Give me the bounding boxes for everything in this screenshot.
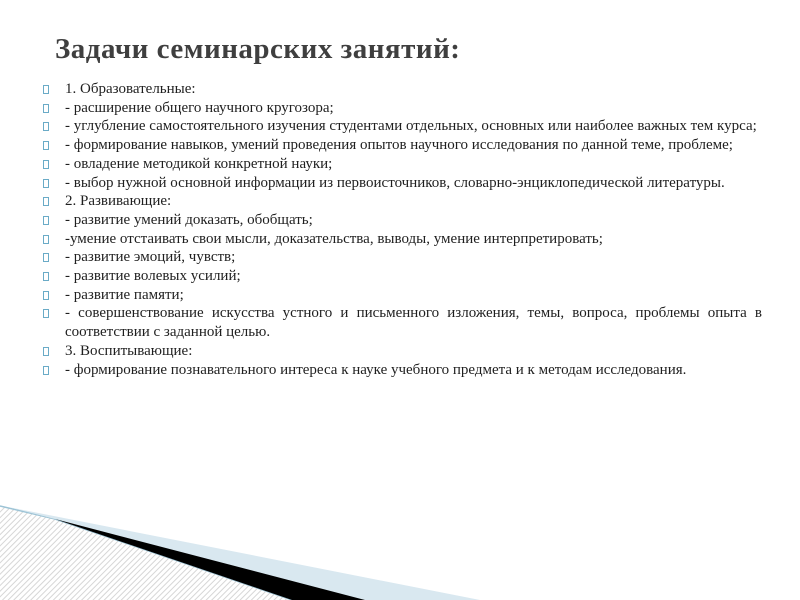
list-item <box>40 304 762 341</box>
bullet-square-icon <box>43 235 49 244</box>
list-item <box>40 192 762 211</box>
list-item <box>40 80 762 99</box>
bullet-square-icon <box>43 179 49 188</box>
slide-title: Задачи семинарских занятий: <box>55 33 461 65</box>
bottom-left-ribbon-decoration <box>0 500 500 600</box>
bullet-text: 2. Развивающие: <box>65 193 172 210</box>
bullet-text: -умение отстаивать свои мысли, доказательства, выводы, умение интерпретировать; <box>65 230 603 247</box>
hatched-wedge <box>0 506 292 600</box>
bullet-square-icon <box>43 197 49 206</box>
bullet-text: - выбор нужной основной информации из первоисточников, словарно-энциклопедической литературы. <box>65 174 725 191</box>
bullet-square-icon <box>43 272 49 281</box>
list-item <box>40 230 762 249</box>
bullet-text: - углубление самостоятельного изучения студентами отдельных, основных или наиболее важных тем курса; <box>65 118 757 135</box>
bullet-square-icon <box>43 85 49 94</box>
list-item <box>40 211 762 230</box>
bullet-text: - развитие волевых усилий; <box>65 268 241 285</box>
list-item <box>40 267 762 286</box>
bullet-text: - развитие умений доказать, обобщать; <box>65 211 313 228</box>
list-item <box>40 286 762 305</box>
list-item <box>40 155 762 174</box>
bullet-square-icon <box>43 253 49 262</box>
bullet-square-icon <box>43 160 49 169</box>
bullet-square-icon <box>43 347 49 356</box>
list-item <box>40 117 762 136</box>
bullet-text: - формирование навыков, умений проведения опытов научного исследования по данной теме, проблеме; <box>65 137 733 154</box>
bullet-square-icon <box>43 141 49 150</box>
bullet-square-icon <box>43 366 49 375</box>
bullet-square-icon <box>43 309 49 318</box>
bullet-text: - овладение методикой конкретной науки; <box>65 155 333 172</box>
list-item <box>40 361 762 380</box>
list-item <box>40 99 762 118</box>
bullet-text: - формирование познавательного интереса к науке учебного предмета и к методам исследования. <box>65 361 687 378</box>
bullet-text: - совершенствование искусства устного и письменного изложения, темы, вопроса, проблемы опыта в соответствии с заданной целью. <box>65 305 762 341</box>
bullet-text: - расширение общего научного кругозора; <box>65 99 334 116</box>
bullet-square-icon <box>43 216 49 225</box>
list-item <box>40 136 762 155</box>
bullet-square-icon <box>43 291 49 300</box>
bullet-text: 3. Воспитывающие: <box>65 342 193 359</box>
bullet-text: - развитие эмоций, чувств; <box>65 249 236 266</box>
bullet-list <box>40 80 762 379</box>
bullet-text: - развитие памяти; <box>65 286 184 303</box>
bullet-text: 1. Образовательные: <box>65 81 196 97</box>
list-item <box>40 248 762 267</box>
bullet-square-icon <box>43 104 49 113</box>
list-item <box>40 342 762 361</box>
bullet-square-icon <box>43 122 49 131</box>
list-item <box>40 174 762 193</box>
